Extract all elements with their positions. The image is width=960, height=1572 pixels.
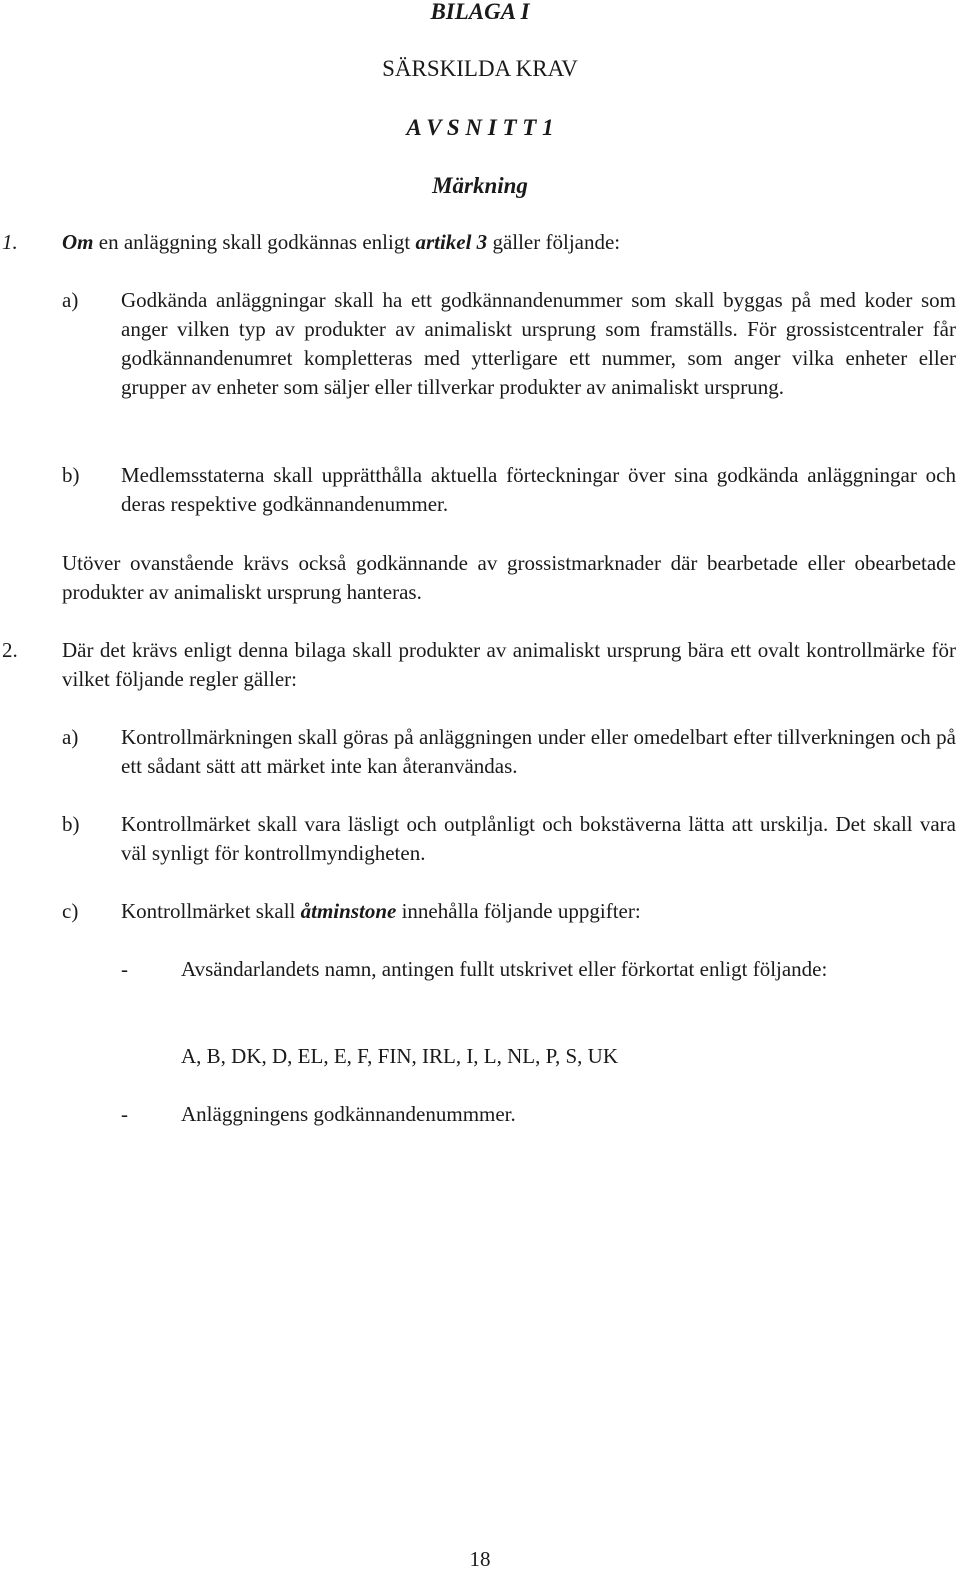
paragraph-1-intro (62, 232, 620, 253)
item-2c-emphasis: åtminstone (300, 899, 397, 923)
item-2a-text: Kontrollmärkningen skall göras på anläggningen under eller omedelbart efter tillverkningen och på ett sådant sätt att märket inte kan återanvändas. (121, 725, 956, 778)
item-2c-label: c) (62, 899, 79, 923)
item-1a-text: Godkända anläggningar skall ha ett godkännandenummer som skall byggas på med koder som anger vilken typ av produkter av animaliskt ursprung som framställs. För grossistcentraler får godkännandenumret kompletteras med ytterligare ett nummer, som anger vilka enheter eller grupper av enheter som säljer eller tillverkar produkter av animaliskt ursprung. (121, 288, 956, 399)
paragraph-1-number: 1. (2, 230, 18, 254)
article-reference: artikel 3 (415, 230, 488, 254)
intro-text-end: gäller följande: (487, 230, 621, 254)
intro-text: en anläggning skall godkännas enligt (93, 230, 416, 254)
section-subtitle: Märkning (432, 173, 528, 198)
page-number: 18 (469, 1547, 491, 1571)
dash-2: - (121, 1102, 128, 1126)
paragraph-2-intro: Där det krävs enligt denna bilaga skall produkter av animaliskt ursprung bära ett ovalt kontrollmärke för vilket följande regler gäller: (62, 638, 956, 691)
item-2b-label: b) (62, 812, 80, 836)
paragraph-1-additional: Utöver ovanstående krävs också godkännande av grossistmarknader där bearbetade eller obearbetade produkter av animaliskt ursprung hanteras. (62, 551, 956, 604)
item-1b-text: Medlemsstaterna skall upprätthålla aktuella förteckningar över sina godkända anläggningar och deras respektive godkännandenummer. (121, 463, 956, 516)
item-2c-text-end: innehålla följande uppgifter: (396, 899, 641, 923)
document-title: SÄRSKILDA KRAV (382, 56, 578, 81)
item-2c-text-start: Kontrollmärket skall (121, 899, 301, 923)
item-2c-text (121, 901, 641, 922)
section-heading: A V S N I T T 1 (406, 115, 554, 140)
annex-heading: BILAGA I (430, 0, 530, 24)
dash-1-text: Avsändarlandets namn, antingen fullt utskrivet eller förkortat enligt följande: (181, 957, 828, 981)
dash-2-text: Anläggningens godkännandenummmer. (181, 1102, 516, 1126)
country-codes: A, B, DK, D, EL, E, F, FIN, IRL, I, L, NL, P, S, UK (181, 1044, 618, 1068)
paragraph-2-number: 2. (2, 638, 18, 662)
item-1a-label: a) (62, 288, 79, 312)
item-2a-label: a) (62, 725, 79, 749)
item-1b-label: b) (62, 463, 80, 487)
intro-bold-word: Om (62, 230, 94, 254)
item-2b-text: Kontrollmärket skall vara läsligt och outplånligt och bokstäverna lätta att urskilja. Det skall vara väl synligt för kontrollmyndigheten. (121, 812, 956, 865)
dash-1: - (121, 957, 128, 981)
